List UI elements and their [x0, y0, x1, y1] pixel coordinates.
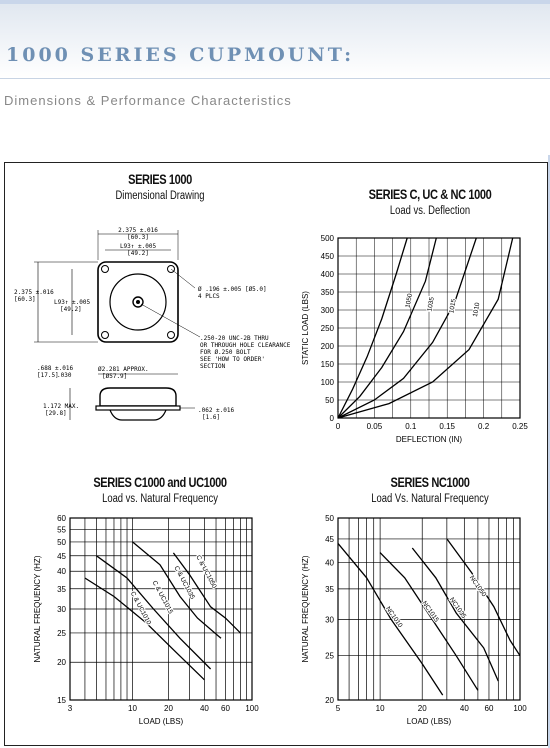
y-tick-label: 45 — [325, 534, 334, 544]
x-tick-label: 3 — [67, 704, 73, 713]
holes-count: 4 PLCS — [198, 293, 220, 300]
series-label: NC1010 — [384, 605, 404, 630]
x-tick-label: 100 — [513, 704, 527, 713]
max-label: 1.172 MAX. — [43, 403, 80, 410]
series-label: C & UC1010 — [128, 590, 153, 627]
drawing-subtitle: Dimensional Drawing — [115, 190, 205, 202]
y-tick-label: 400 — [320, 270, 334, 279]
y-tick-label: 20 — [57, 658, 66, 668]
width-top-mm: [60.3] — [127, 234, 149, 241]
nc1000-frequency-chart — [298, 510, 538, 732]
y-axis-label: STATIC LOAD (LBS) — [301, 291, 310, 365]
y-tick-label: 50 — [57, 537, 66, 547]
x-tick-label: 60 — [484, 704, 494, 713]
x-tick-label: 20 — [417, 704, 427, 713]
deflection-chart-subtitle: Load vs. Deflection — [389, 205, 471, 217]
c1000-chart-subtitle: Load vs. Natural Frequency — [102, 493, 218, 505]
vert-spacing-mm: [49.2] — [60, 306, 82, 313]
diam-label: Ø2.281 APPROX. — [98, 366, 149, 373]
deflection-chart-title-block — [330, 187, 530, 217]
series-label: NC1035 — [447, 596, 468, 620]
y-tick-label: 15 — [57, 696, 66, 705]
side-view-flange — [96, 406, 180, 410]
header-top-line — [0, 0, 550, 4]
series-line — [412, 548, 498, 681]
height-left-mm: [60.3] — [14, 296, 36, 303]
series-label: C & UC1050 — [194, 554, 218, 590]
series-label: NC1050 — [467, 574, 488, 599]
side-view-base — [110, 410, 166, 420]
y-tick-label: 50 — [325, 514, 334, 523]
thread-line5: SECTION — [200, 363, 226, 370]
vert-spacing-label: L93↑ ±.005 — [54, 299, 91, 306]
y-tick-label: 35 — [57, 584, 66, 594]
x-tick-label: 60 — [221, 704, 230, 713]
series-line — [447, 539, 520, 656]
y-tick-label: 25 — [325, 651, 334, 661]
y-tick-label: 100 — [320, 378, 334, 387]
series-label: C & UC1015 — [150, 579, 174, 616]
x-tick-label: 0.1 — [405, 422, 417, 431]
page-header — [0, 0, 550, 79]
y-tick-label: 45 — [57, 551, 66, 561]
x-tick-label: 20 — [164, 704, 173, 713]
y-tick-label: 150 — [320, 360, 334, 369]
y-tick-label: 40 — [325, 558, 334, 568]
series-label: 1015 — [448, 298, 458, 314]
nc1000-chart-subtitle: Load Vs. Natural Frequency — [371, 493, 489, 505]
y-tick-label: 30 — [57, 605, 66, 614]
y-tick-label: 450 — [320, 252, 334, 261]
center-hole-core — [136, 300, 140, 304]
y-tick-label: 250 — [320, 324, 334, 333]
base-label: .688 ±.016 — [37, 365, 74, 372]
x-tick-label: 5 — [335, 704, 341, 713]
y-tick-label: 25 — [57, 628, 66, 638]
drawing-title-block — [60, 172, 260, 202]
series-label: 1035 — [426, 296, 436, 313]
x-axis-label: DEFLECTION (IN) — [395, 435, 463, 444]
c1000-chart-title-block — [60, 475, 260, 505]
hole-spacing-mm: [49.2] — [127, 250, 149, 257]
y-tick-label: 300 — [320, 306, 334, 315]
x-tick-label: 0.2 — [478, 422, 490, 431]
y-axis-label: NATURAL FREQUENCY (HZ) — [33, 555, 42, 663]
page-title: 1000 SERIES CUPMOUNT: — [6, 44, 355, 66]
x-tick-label: 0.05 — [366, 422, 383, 431]
dimensional-drawing — [10, 220, 300, 440]
y-tick-label: 35 — [325, 584, 334, 594]
y-tick-label: 40 — [57, 567, 66, 577]
nc1000-chart-title: SERIES NC1000 — [390, 475, 470, 490]
y-tick-label: 55 — [57, 525, 66, 535]
x-tick-label: 40 — [199, 704, 209, 713]
thread-line2: OR THROUGH HOLE CLEARANCE — [200, 342, 291, 349]
width-top-label: 2.375 ±.016 — [118, 227, 158, 234]
nc1000-chart-title-block — [330, 475, 530, 505]
flange-mm: [1.6] — [202, 414, 221, 421]
y-tick-label: 50 — [325, 396, 334, 405]
y-tick-label: 350 — [320, 288, 334, 297]
thread-line4: SEE 'HOW TO ORDER' — [200, 356, 266, 363]
deflection-chart-title: SERIES C, UC & NC 1000 — [368, 187, 492, 202]
series-label: 1050 — [404, 293, 415, 309]
y-tick-label: 200 — [320, 342, 334, 351]
y-tick-label: 20 — [325, 696, 334, 705]
base-mm: [17.5] — [37, 372, 59, 379]
thread-line3: FOR Ø.250 BOLT — [200, 349, 251, 356]
x-tick-label: 0 — [335, 422, 341, 431]
series-label: 1010 — [471, 302, 482, 318]
y-tick-label: 60 — [57, 514, 66, 523]
x-tick-label: 0.25 — [512, 422, 528, 431]
height-left-label: 2.375 ±.016 — [14, 289, 54, 296]
drawing-title: SERIES 1000 — [128, 172, 192, 187]
base-label-tol: .030 — [57, 372, 72, 379]
y-tick-label: 0 — [329, 414, 334, 423]
max-mm: [29.8] — [45, 410, 67, 417]
thread-line1: .250-20 UNC-2B THRU — [200, 335, 269, 342]
y-axis-label: NATURAL FREQUENCY (HZ) — [301, 555, 310, 663]
c1000-chart-title: SERIES C1000 and UC1000 — [93, 475, 227, 490]
deflection-chart — [298, 228, 538, 450]
page-subtitle: Dimensions & Performance Characteristics — [4, 93, 292, 108]
series-label: C & UC1035 — [172, 565, 196, 601]
x-tick-label: 10 — [128, 704, 137, 713]
x-tick-label: 0.15 — [439, 422, 455, 431]
c1000-frequency-chart — [30, 510, 270, 732]
y-tick-label: 500 — [320, 234, 334, 243]
x-axis-label: LOAD (LBS) — [406, 717, 452, 726]
flange-label: .062 ±.016 — [198, 407, 235, 414]
x-axis-label: LOAD (LBS) — [138, 717, 184, 726]
hole-spacing-label: L93↑ ±.005 — [119, 243, 157, 250]
series-label: NC1015 — [420, 599, 440, 624]
y-tick-label: 30 — [325, 615, 334, 625]
side-view-cup — [100, 388, 176, 406]
x-tick-label: 10 — [375, 704, 385, 713]
x-tick-label: 100 — [245, 704, 259, 713]
x-tick-label: 40 — [459, 704, 469, 713]
diam-mm: [Ø57.9] — [102, 373, 128, 380]
holes-label: Ø .196 ±.005 [Ø5.0] — [198, 286, 267, 293]
